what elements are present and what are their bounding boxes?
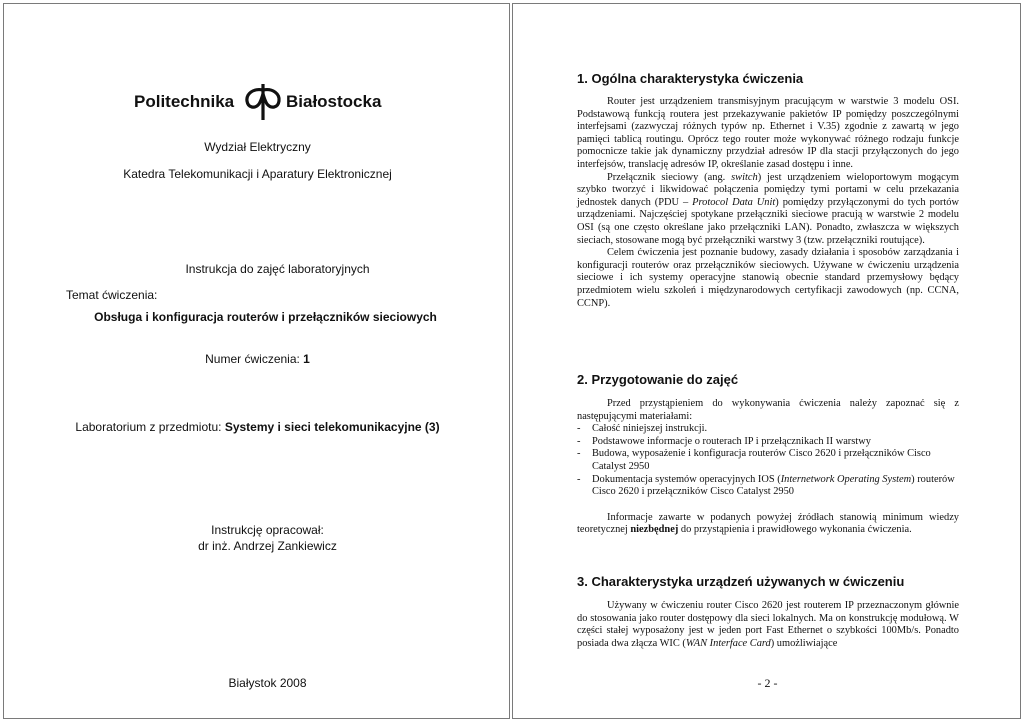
materials-list — [577, 423, 959, 499]
section-1-heading: 1. Ogólna charakterystyka ćwiczenia — [577, 71, 804, 86]
university-name-right: Białostocka — [286, 92, 382, 111]
text-run: ) umożliwiające — [770, 637, 838, 649]
course-label: Laboratorium z przedmiotu: — [75, 420, 225, 434]
section-1-body — [577, 96, 959, 310]
list-item-text: ) routerów Cisco 2620 i przełączników Cisco Catalyst 2950 — [592, 473, 955, 498]
text-run-italic: switch — [731, 171, 758, 183]
list-item-text-italic: Internetwork Operating System — [780, 473, 912, 485]
list-dash: - — [577, 448, 581, 460]
list-dash: - — [577, 435, 581, 447]
content-page — [512, 3, 1021, 719]
exercise-number: 1 — [303, 352, 310, 366]
text-run: Informacje zawarte w podanych powyżej źródłach stanowią minimum wiedzy teoretycznej — [577, 511, 959, 536]
exercise-number-label: Numer ćwiczenia: — [205, 352, 304, 366]
page-number: - 2 - — [757, 676, 778, 690]
author-label: Instrukcję opracował: — [211, 523, 324, 537]
list-item-text: Całość niniejszej instrukcji. — [592, 423, 708, 435]
course-name: Systemy i sieci telekomunikacyjne (3) — [224, 420, 440, 434]
text-run: ) jest urządzeniem wieloportowym mogącym szybko tworzyć i likwidować połączenia pomiędzy tymi portami w celu przekazania jednostek danych (PDU – — [577, 171, 959, 208]
city-year: Białystok 2008 — [228, 676, 307, 690]
section-3-paragraph-1 — [577, 600, 959, 650]
exercise-title: Obsługa i konfiguracja routerów i przełączników sieciowych — [94, 310, 437, 324]
list-item-text: Podstawowe informacje o routerach IP i przełącznikach II warstwy — [592, 435, 871, 447]
topic-label: Temat ćwiczenia: — [66, 288, 158, 302]
politechnika-bialostocka-logo-icon — [243, 82, 283, 122]
list-item — [577, 423, 959, 436]
text-run: Używany w ćwiczeniu router Cisco 2620 jest routerem IP przeznaczonym głównie do stosowania jako router dostępowy dla sieci lokalnych. Ma on konstrukcję modułową. W części stałej wyposażony jest w jeden port Fast Ethernet o szybkości 100Mb/s. Ponadto posiada dwa złącza WIC ( — [577, 600, 959, 649]
text-run-bold: niezbędnej — [630, 524, 679, 536]
exercise-number-line — [4, 352, 511, 366]
list-item-text: Budowa, wyposażenie i konfiguracja routerów Cisco 2620 i przełączników Cisco Catalyst 2950 — [592, 448, 931, 472]
section-3-body — [577, 600, 959, 650]
list-item — [577, 474, 959, 499]
section-2-intro: Przed przystąpieniem do wykonywania ćwiczenia należy zapoznać się z następującymi materiałami: — [577, 398, 959, 422]
section-1-paragraph-1: Router jest urządzeniem transmisyjnym pracującym w warstwie 3 modelu OSI. Podstawową funkcją routera jest przekazywanie pakietów IP pomiędzy poszczególnymi interfejsami (zazwyczaj różnych typów np. Ethernet i V.35) zgodnie z zawartą w jego pamięci tablicą routingu. Oprócz tego router może wykonywać różnego rodzaju funkcje pomocnicze takie jak dynamiczny przydział adresów IP dla stacji przyłączonych do jego interfejsów, translację adresów IP, określanie zasad dostępu i inne. — [577, 96, 959, 170]
faculty: Wydział Elektryczny — [204, 140, 311, 154]
section-3-heading: 3. Charakterystyka urządzeń używanych w ćwiczeniu — [577, 574, 905, 589]
section-2-closing — [577, 512, 959, 537]
text-run: Przełącznik sieciowy (ang. — [607, 171, 732, 183]
list-item-text: Dokumentacja systemów operacyjnych IOS ( — [592, 473, 781, 485]
list-item — [577, 436, 959, 449]
text-run-italic: WAN Interface Card — [685, 637, 771, 649]
text-run: ) pomiędzy przyłączonymi do tych portów urządzeniami. Najczęściej spotykane przełączniki sieciowe pracują w warstwie 2 modelu OSI (są one często określane jako przełączniki LAN). Ponadto, zwłaszcza w większych sieciach, stosowane mogą być przełączniki warstwy 3 (tzw. przełączniki routujące). — [577, 196, 959, 246]
list-dash: - — [577, 423, 581, 435]
list-item — [577, 448, 959, 473]
course-line — [4, 420, 511, 434]
university-name-left: Politechnika — [134, 92, 235, 111]
section-1-paragraph-3: Celem ćwiczenia jest poznanie budowy, zasady działania i sposobów zarządzania i konfiguracji routerów oraz przełączników sieciowych. Używane w ćwiczeniu urządzenia sieciowe i ich systemy operacyjne stanowią obecnie standard przemysłowy będący przedmiotem wielu szkoleń i międzynarodowych certyfikacji zawodowych (np. CCNA, CCNP). — [577, 247, 959, 309]
title-page — [3, 3, 510, 719]
department: Katedra Telekomunikacji i Aparatury Elektronicznej — [123, 167, 392, 181]
text-run-italic: Protocol Data Unit — [692, 196, 776, 208]
university-header — [4, 82, 511, 122]
text-run: do przystąpienia i prawidłowego wykonania ćwiczenia. — [678, 524, 912, 536]
author-name: dr inż. Andrzej Zankiewicz — [198, 539, 337, 553]
lab-instruction-title: Instrukcja do zajęć laboratoryjnych — [185, 262, 370, 276]
section-2-body — [577, 398, 959, 537]
section-2-heading: 2. Przygotowanie do zajęć — [577, 372, 739, 387]
list-dash: - — [577, 473, 581, 485]
section-1-paragraph-2 — [577, 172, 959, 248]
